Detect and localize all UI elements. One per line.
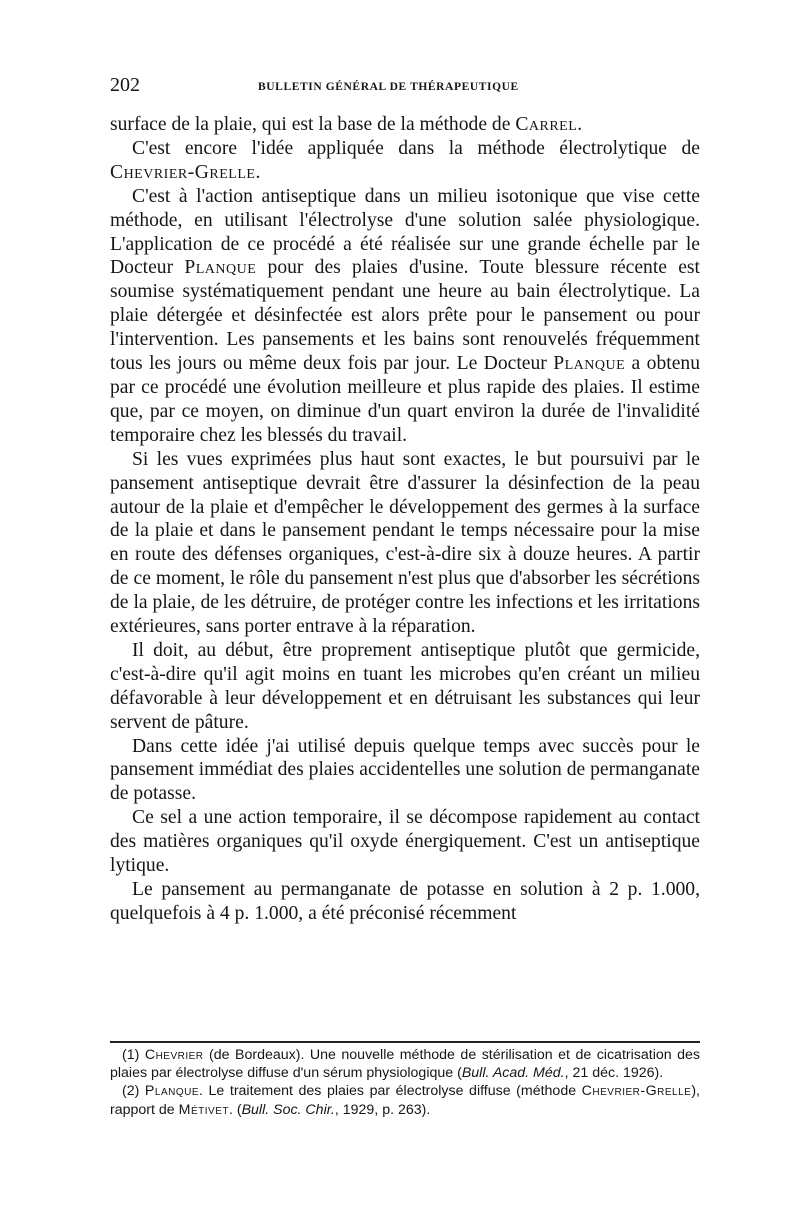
author-name: Chevrier-Grelle [581,1083,692,1100]
running-title: BULLETIN GÉNÉRAL DE THÉRAPEUTIQUE [258,81,519,93]
paragraph: Il doit, au début, être proprement antiseptique plutôt que germicide, c'est-à-dire qu'il agit moins en tuant les microbes qu'en créant un milieu défavorable à leur développement et en détruisant les substances qui leur servent de pâture. [110,639,700,733]
footnote-divider [110,1041,700,1043]
author-name: Planque [553,353,626,375]
body-text [110,113,700,926]
author-name: Planque [184,257,257,279]
paragraph: C'est encore l'idée appliquée dans la méthode électrolytique de Chevrier-Grelle. [110,137,700,183]
paragraph: Ce sel a une action temporaire, il se décompose rapidement au contact des matières organiques qu'il oxyde énergiquement. C'est un antiseptique lytique. [110,807,700,877]
author-name: Chevrier-Grelle [110,161,256,183]
footnote: (2) Planque. Le traitement des plaies par électrolyse diffuse (méthode Chevrier-Grelle), rapport de Métivet. (Bull. Soc. Chir., 1929, p. 263). [110,1083,700,1118]
journal-title: Bull. Acad. Méd. [461,1065,565,1082]
author-name: Métivet [178,1101,229,1118]
author-name: Carrel [515,114,578,135]
paragraph: Dans cette idée j'ai utilisé depuis quelque temps avec succès pour le pansement immédiat des plaies accidentelles une solution de permanganate de potasse. [110,735,700,805]
page-number: 202 [110,74,140,96]
paragraph: surface de la plaie, qui est la base de la méthode de Carrel. [110,114,583,135]
journal-title: Bull. Soc. Chir. [241,1101,335,1118]
paragraph: Le pansement au permanganate de potasse en solution à 2 p. 1.000, quelquefois à 4 p. 1.000, a été préconisé récemment [110,879,700,924]
footnotes [110,1046,700,1119]
author-name: Planque [144,1083,200,1100]
page-header [110,74,700,100]
footnote: (1) Chevrier (de Bordeaux). Une nouvelle méthode de stérilisation et de cicatrisation des plaies par électrolyse diffuse d'un sérum physiologique (Bull. Acad. Méd., 21 déc. 1926). [110,1047,700,1082]
paragraph: C'est à l'action antiseptique dans un milieu isotonique que vise cette méthode, en utilisant l'électrolyse d'une solution salée physiologique. L'application de ce procédé a été réalisée sur une grande échelle par le Docteur Planque pour des plaies d'usine. Toute blessure récente est soumise systématiquement pendant une heure au bain électrolytique. La plaie détergée et désinfectée est alors prête pour le pansement ou pour l'intervention. Les pansements et les bains sont renouvelés fréquemment tous les jours ou même deux fois par jour. Le Docteur Planque a obtenu par ce procédé une évolution meilleure et plus rapide des plaies. Il estime que, par ce moyen, on diminue d'un quart environ la durée de l'invalidité temporaire chez les blessés du travail. [110,185,700,446]
paragraph: Si les vues exprimées plus haut sont exactes, le but poursuivi par le pansement antiseptique devrait être d'assurer la désinfection de la peau autour de la plaie et d'empêcher le développement des germes à la surface de la plaie et dans le pansement pendant le temps nécessaire pour la mise en route des défenses organiques, c'est-à-dire six à douze heures. A partir de ce moment, le rôle du pansement n'est plus que d'absorber les sécrétions de la plaie, de les détruire, de protéger contre les infections et les irritations extérieures, sans porter entrave à la réparation. [110,448,700,638]
author-name: Chevrier [144,1047,204,1063]
